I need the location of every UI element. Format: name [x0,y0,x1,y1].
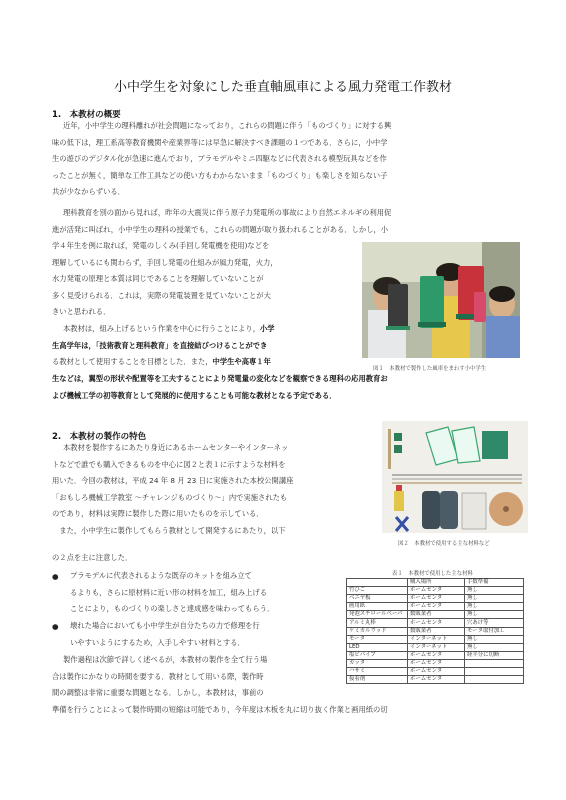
text-line: 間の調整は非常に重要な問題となる．しかし，本教材は，事前の [52,688,264,697]
text-line: 用いた．今回の教材は，平成 24 年 8 月 23 日に実施された本校公開講座 [52,476,294,485]
table-cell: ホームセンタ [408,651,465,659]
emphasis-text: 中学生や高専１年 [212,357,271,366]
section1-para1 [52,118,522,201]
bullet-item [70,568,360,618]
table-cell: 経半分に切断 [465,651,524,659]
text-line: ことにより，ものづくりの楽しさと達成感を味わってもらう． [70,604,275,613]
table-cell: LED [347,643,408,651]
section2-para3 [52,652,342,702]
figure2-caption: 図２ 本教材で使用する主な材料など [398,541,490,547]
table-cell: アルミ丸棒 [347,619,408,627]
table-cell [465,676,524,684]
text-line: 多く見受けられる．これは，実際の発電装置を見ていないことが大 [52,290,271,300]
emphasis-text: よび機械工学の初等教育として発展的に使用することも可能な教材となる予定である． [52,390,337,400]
table-cell: 無し [465,635,524,643]
table-cell: 数販業者 [408,611,465,619]
text-run: る教材として使用することを目標とした．また， [52,357,213,366]
text-line: 合は製作にかなりの時間を要する．教材として用いる際，製作時 [52,671,264,681]
text-line: 味の低下は，理工系高等教育機関や産業界等には早急に解決すべき課題の１つである．さらに，小中学 [52,137,388,147]
table-cell: ハサミ [347,668,408,676]
table-cell: 無し [465,595,524,603]
table-cell: ホームセンタ [408,595,465,603]
table-cell: インターネット [408,635,465,643]
text-line: いやすいようにするため，入手しやすい材料とする． [70,637,245,647]
table-row [347,651,524,659]
text-line [52,354,357,371]
text-line: トなどで誰でも購入できるものを中心に図２と表１に示すような材料を [52,459,286,469]
table-cell: 無し [465,587,524,595]
emphasis-text: 小学 [260,324,275,333]
table-row [347,611,524,619]
table-cell: 竹ひご [347,587,408,595]
text-line: 本教材を製作するにあたり身近にあるホームセンターやインターネッ [63,443,289,452]
table-cell: 画用紙 [347,603,408,611]
table-body [347,587,524,684]
text-line: 近年，小中学生の理科離れが社会問題になっており，これらの問題に伴う「ものづくり」に対する興 [63,121,392,130]
table-cell: モータ [347,635,408,643]
children-windmill-photo [362,242,520,358]
table-row [347,643,524,651]
table-cell: ホームセンタ [408,676,465,684]
table-cell [465,668,524,676]
figure2-photo [382,421,528,533]
section2-para2: の２点を主に注意した． [52,553,133,562]
table-cell: 発泡スチロールペーパ [347,611,408,619]
table-cell: 無し [465,603,524,611]
section1-para2-wrap [52,238,352,321]
text-line: また，小中学生に製作してもらう教材として開発するにあたり，以下 [52,525,286,535]
section1-para2 [52,205,522,238]
text-line: 「おもしろ機械工学教室 ～チャレンジものづくり～」内で実施されたも [52,492,288,502]
emphasis-text: 生高学年は，「技術教育と理科教育」を直接結びつけることができ [52,340,268,350]
materials-photo [382,421,528,533]
text-line: 理解しているにも関わらず，手回し発電の仕組みが風力発電，火力， [52,257,278,267]
text-line: 進が活発に叫ばれ，小中学生の理科の授業でも，これらの問題が取り扱われることがある．しかし，小 [52,224,389,234]
text-run: 本教材は，組み上げるという作業を中心に行うことにより， [63,324,261,333]
text-line [52,321,357,338]
table-cell: 無し [465,643,524,651]
section2-para1 [52,440,372,539]
table-row [347,603,524,611]
document-title: 小中学生を対象にした垂直軸風車による風力発電工作教材 [113,80,452,95]
table-cell: 無し [465,611,524,619]
table1-caption: 表１ 本教材で使用した主な材料 [392,571,473,577]
emphasis-text: 生などは，翼型の形状や配置等を工夫することにより発電量の変化などを観察できる理科の応用教育お [52,374,388,383]
text-line: プラモデルに代表されるような既存のキットを組み立て [70,571,252,580]
section2-para3-full: 準備を行うことによって製作時間の短縮は可能であり，今年度は木板を丸に切り抜く作業と画用紙の切 [52,705,388,714]
table-cell: 数販業者 [408,627,465,635]
bullet-icon: ● [52,622,59,631]
table-header-cell [347,579,408,587]
section1-para3-full [52,371,527,404]
figure1-photo [362,242,520,358]
text-line: のであり，材料は実際に製作した際に用いたものを示している． [52,509,264,518]
text-line: 理科教育を別の面から見れば，昨年の大震災に伴う原子力発電所の事故により自然エネルギの利用促 [63,208,392,217]
text-line: 学４年生を例に取れば，発電のしくみ(手回し発電機を使用)などを [52,241,270,250]
table-cell: ケミカルウッド [347,627,408,635]
text-line: きいと思われる． [52,307,111,316]
text-line: 壊れた場合においても小中学生が自分たちの力で修理を行 [70,621,260,630]
table-cell: インターネット [408,643,465,651]
text-line: るよりも，さらに原材料に近い形の材料を加工，組み上げる [70,587,268,597]
table-cell: ホームセンタ [408,668,465,676]
section1-heading: 1. 本教材の概要 [52,110,121,120]
section1-para3 [52,321,357,371]
table-header-cell: 購入場所 [408,579,465,587]
section2-heading: 2. 本教材の製作の特色 [52,432,147,442]
table-cell [465,659,524,667]
table-cell: ホームセンタ [408,659,465,667]
materials-table [346,578,524,684]
table-header-cell: 手数準備 [465,579,524,587]
table-row [347,587,524,595]
figure1-caption: 図１ 本教材で製作した風車をまわす小中学生 [373,366,487,372]
text-line: 生の遊びのデジタル化が急速に進んでおり，プラモデルやミニ四駆などに代表される模型玩具などを作 [52,154,387,163]
bullet-icon: ● [52,572,59,581]
text-line: 共が少なからずいる． [52,187,125,196]
table-row [347,635,524,643]
table-cell: 塩ビパイプ [347,651,408,659]
table-row [347,619,524,627]
text-line: 水力発電の原理と本質は同じであることを理解していないことが [52,274,264,283]
table-row [347,595,524,603]
table-cell: モータ取付加工 [465,627,524,635]
table-cell: ベニヤ板 [347,595,408,603]
text-line: 製作過程は次節で詳しく述べるが，本教材の製作を全て行う場 [63,655,268,664]
text-line: ったことが無く，簡単な工作工具などの使い方もわからないまま「ものづくり」も楽しさを知らない子 [52,170,388,180]
table-header-row [347,579,524,587]
table-cell: ホームセンタ [408,619,465,627]
table-cell: ホームセンタ [408,603,465,611]
table-cell: 接着剤 [347,676,408,684]
table-row [347,627,524,635]
table-row [347,676,524,684]
table-cell: 穴あけ等 [465,619,524,627]
table-cell: カッタ [347,659,408,667]
bullet-item [70,618,360,651]
table-row [347,668,524,676]
table-row [347,659,524,667]
table-cell: ホームセンタ [408,587,465,595]
